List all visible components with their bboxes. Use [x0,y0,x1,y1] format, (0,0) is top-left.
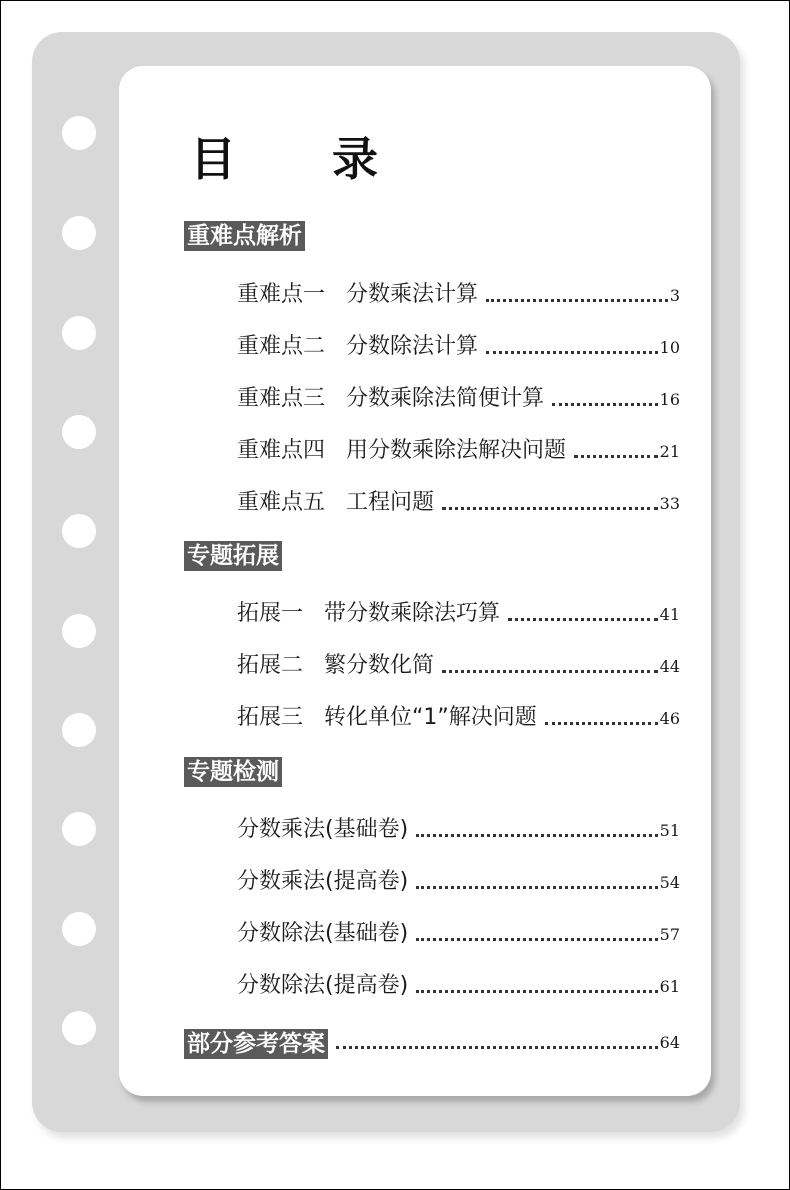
toc-entry[interactable] [237,917,680,951]
binder-hole [62,912,96,946]
dot-leader [486,351,658,354]
dot-leader [442,507,658,510]
toc-entry[interactable] [237,486,680,520]
dot-leader [552,403,658,406]
toc-entry-answers[interactable] [184,1025,680,1059]
toc-entry[interactable] [237,969,680,1003]
dot-leader [486,299,668,302]
toc-entry[interactable] [237,701,680,735]
toc-entry-page: 51 [659,821,680,840]
toc-entry-label: 重难点三 分数乘除法简便计算 [237,386,544,411]
toc-entry-page: 64 [659,1033,680,1052]
dot-leader [508,618,658,621]
binder-hole [62,116,96,150]
toc-entry[interactable] [237,597,680,631]
dot-leader [416,834,657,837]
dot-leader [574,455,658,458]
dot-leader [442,670,658,673]
toc-entry-page: 3 [669,286,680,305]
toc-entry-page: 10 [659,338,680,357]
toc-entry-label: 分数乘法(基础卷) [237,817,409,842]
binder-hole [62,812,96,846]
toc-entry[interactable] [237,278,680,312]
binder-hole [62,1011,96,1045]
section-heading-extensions: 专题拓展 [184,541,282,571]
toc-entry[interactable] [237,649,680,683]
binder-hole [62,514,96,548]
toc-entry[interactable] [237,813,680,847]
toc-entry-page: 54 [659,873,680,892]
toc-entry-page: 41 [659,605,680,624]
binder-hole [62,316,96,350]
toc-entry-label: 重难点一 分数乘法计算 [237,282,478,307]
toc-entry-label: 分数除法(基础卷) [237,921,409,946]
toc-entry-label: 重难点四 用分数乘除法解决问题 [237,438,566,463]
toc-entry-page: 46 [659,709,680,728]
toc-entry[interactable] [237,865,680,899]
toc-entry-label: 分数除法(提高卷) [237,973,409,998]
toc-entry-label: 重难点五 工程问题 [237,490,434,515]
toc-entry[interactable] [237,382,680,416]
toc-entry[interactable] [237,434,680,468]
binder-hole [62,614,96,648]
section-heading-answers: 部分参考答案 [184,1029,328,1059]
dot-leader [336,1046,658,1049]
binder-hole [62,216,96,250]
toc-entry-page: 44 [659,657,680,676]
dot-leader [416,938,657,941]
dot-leader [416,990,657,993]
toc-entry-page: 57 [659,925,680,944]
toc-entry-label: 拓展三 转化单位“1”解决问题 [237,705,537,730]
toc-entry-page: 16 [659,390,680,409]
binder-hole [62,415,96,449]
toc-entry-page: 61 [659,977,680,996]
section-heading-key-points: 重难点解析 [184,221,305,251]
toc-entry-page: 33 [659,494,680,513]
binder-hole [62,713,96,747]
section-heading-tests: 专题检测 [184,757,282,787]
toc-entry-page: 21 [659,442,680,461]
toc-entry-label: 分数乘法(提高卷) [237,869,409,894]
toc-entry-label: 重难点二 分数除法计算 [237,334,478,359]
toc-entry-label: 拓展二 繁分数化简 [237,653,434,678]
toc-entry[interactable] [237,330,680,364]
dot-leader [545,722,658,725]
page-title: 目 录 [190,132,419,186]
dot-leader [416,886,657,889]
toc-entry-label: 拓展一 带分数乘除法巧算 [237,601,500,626]
